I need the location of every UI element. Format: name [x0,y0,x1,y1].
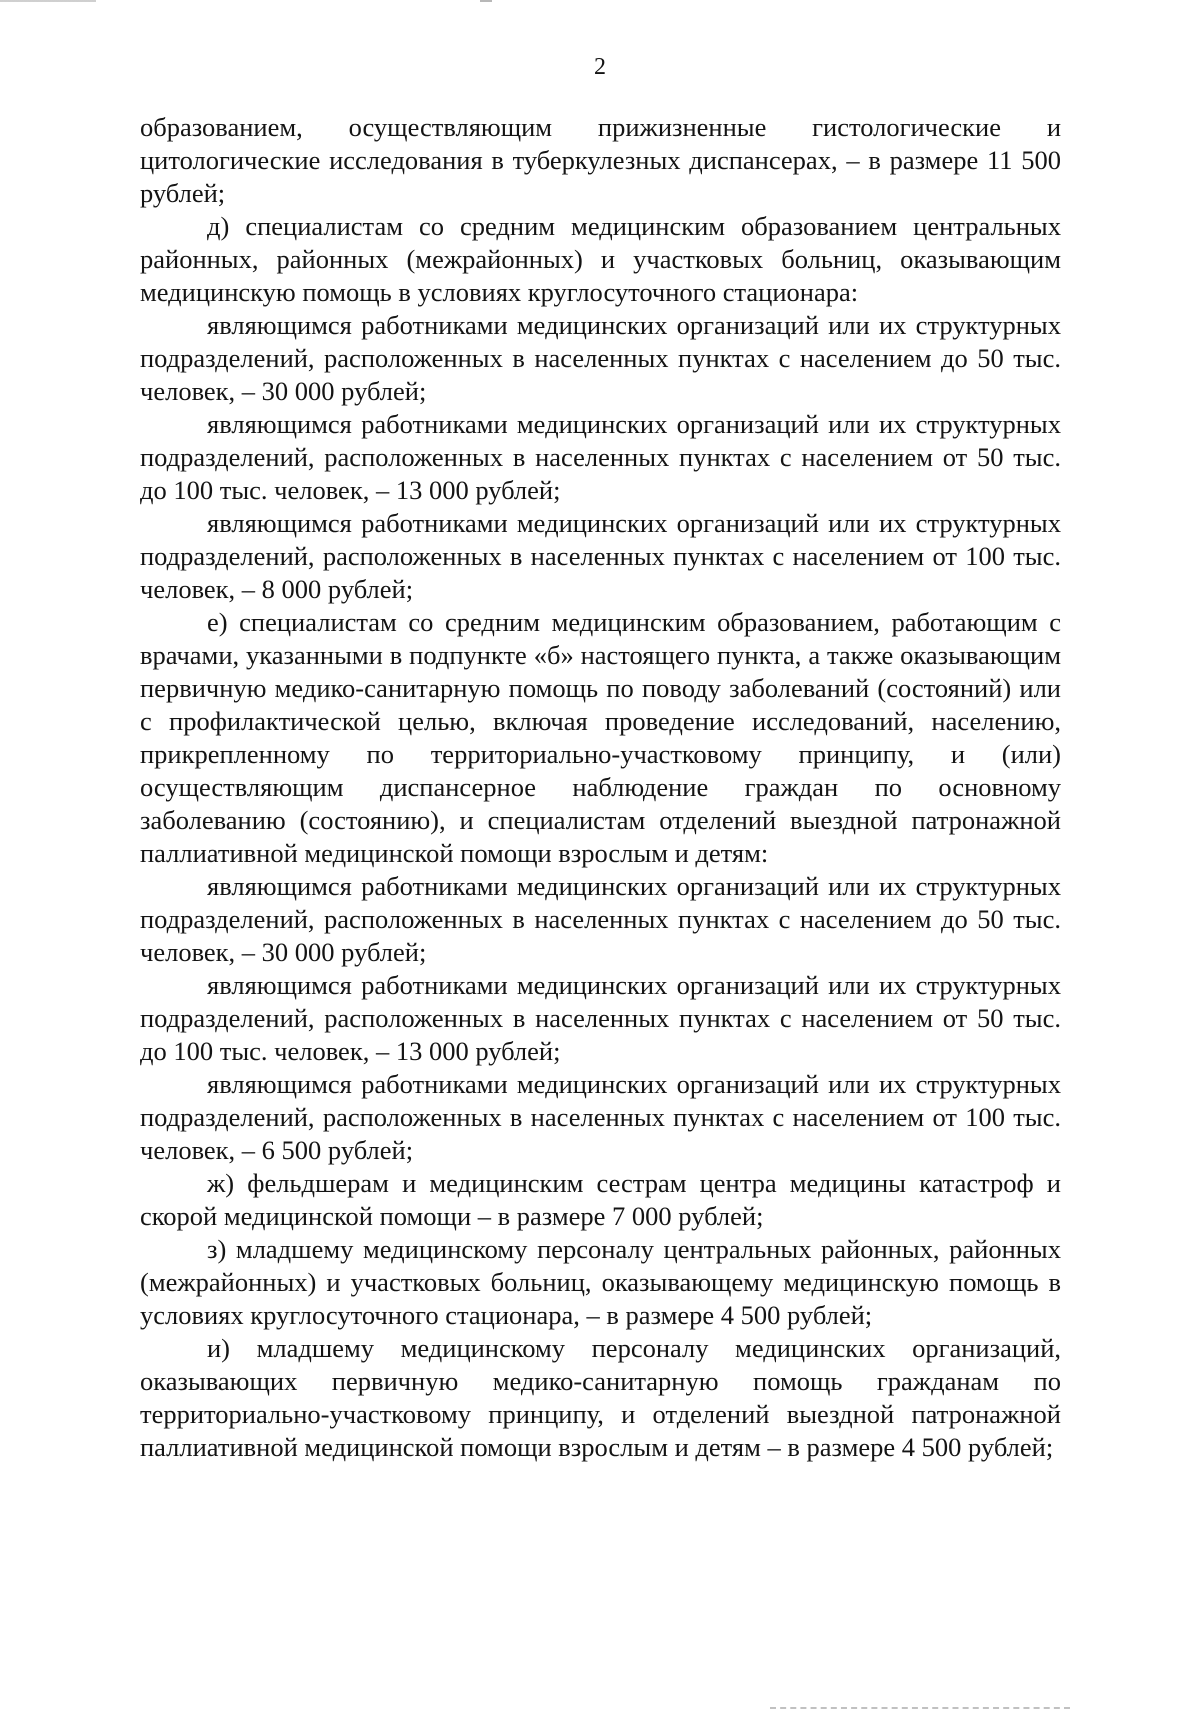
paragraph-item-z: з) младшему медицинскому персоналу центральных районных, районных (межрайонных) и участковых больниц, оказывающему медицинскую помощь в условиях круглосуточного стационара, – в размере 4 500 рублей; [140,1234,1061,1330]
scan-bottom-marks [770,1707,1070,1712]
scan-top-edge [0,0,1200,2]
paragraph-item-e: е) специалистам со средним медицинским образованием, работающим с врачами, указанными в подпункте «б» настоящего пункта, а также оказывающим первичную медико-санитарную помощь по поводу заболеваний (состояний) или с профилактической целью, включая проведение исследований, населению, прикрепленному по территориально-участковому принципу, и (или) осуществляющим диспансерное наблюдение граждан по основному заболеванию (состоянию), и специалистам отделений выездной патронажной паллиативной медицинской помощи взрослым и детям: [140,607,1061,868]
paragraph-item-d-sub-2: являющимся работниками медицинских организаций или их структурных подразделений, расположенных в населенных пунктах с населением от 50 тыс. до 100 тыс. человек, – 13 000 рублей; [140,409,1061,505]
paragraph-continuation: образованием, осуществляющим прижизненные гистологические и цитологические исследования в туберкулезных диспансерах, – в размере 11 500 рублей; [140,112,1061,208]
paragraph-item-d: д) специалистам со средним медицинским образованием центральных районных, районных (межрайонных) и участковых больниц, оказывающим медицинскую помощь в условиях круглосуточного стационара: [140,211,1061,307]
paragraph-item-e-sub-1: являющимся работниками медицинских организаций или их структурных подразделений, расположенных в населенных пунктах с населением до 50 тыс. человек, – 30 000 рублей; [140,871,1061,967]
document-body [140,111,1061,1464]
paragraph-item-zh: ж) фельдшерам и медицинским сестрам центра медицины катастроф и скорой медицинской помощи – в размере 7 000 рублей; [140,1168,1061,1231]
paragraph-item-d-sub-1: являющимся работниками медицинских организаций или их структурных подразделений, расположенных в населенных пунктах с населением до 50 тыс. человек, – 30 000 рублей; [140,310,1061,406]
paragraph-item-d-sub-3: являющимся работниками медицинских организаций или их структурных подразделений, расположенных в населенных пунктах с населением от 100 тыс. человек, – 8 000 рублей; [140,508,1061,604]
paragraph-item-e-sub-3: являющимся работниками медицинских организаций или их структурных подразделений, расположенных в населенных пунктах с населением от 100 тыс. человек, – 6 500 рублей; [140,1069,1061,1165]
paragraph-item-e-sub-2: являющимся работниками медицинских организаций или их структурных подразделений, расположенных в населенных пунктах с населением от 50 тыс. до 100 тыс. человек, – 13 000 рублей; [140,970,1061,1066]
paragraph-item-i: и) младшему медицинскому персоналу медицинских организаций, оказывающих первичную медико-санитарную помощь гражданам по территориально-участковому принципу, и отделений выездной патронажной паллиативной медицинской помощи взрослым и детям – в размере 4 500 рублей; [140,1333,1061,1462]
page-number: 2 [594,54,606,80]
